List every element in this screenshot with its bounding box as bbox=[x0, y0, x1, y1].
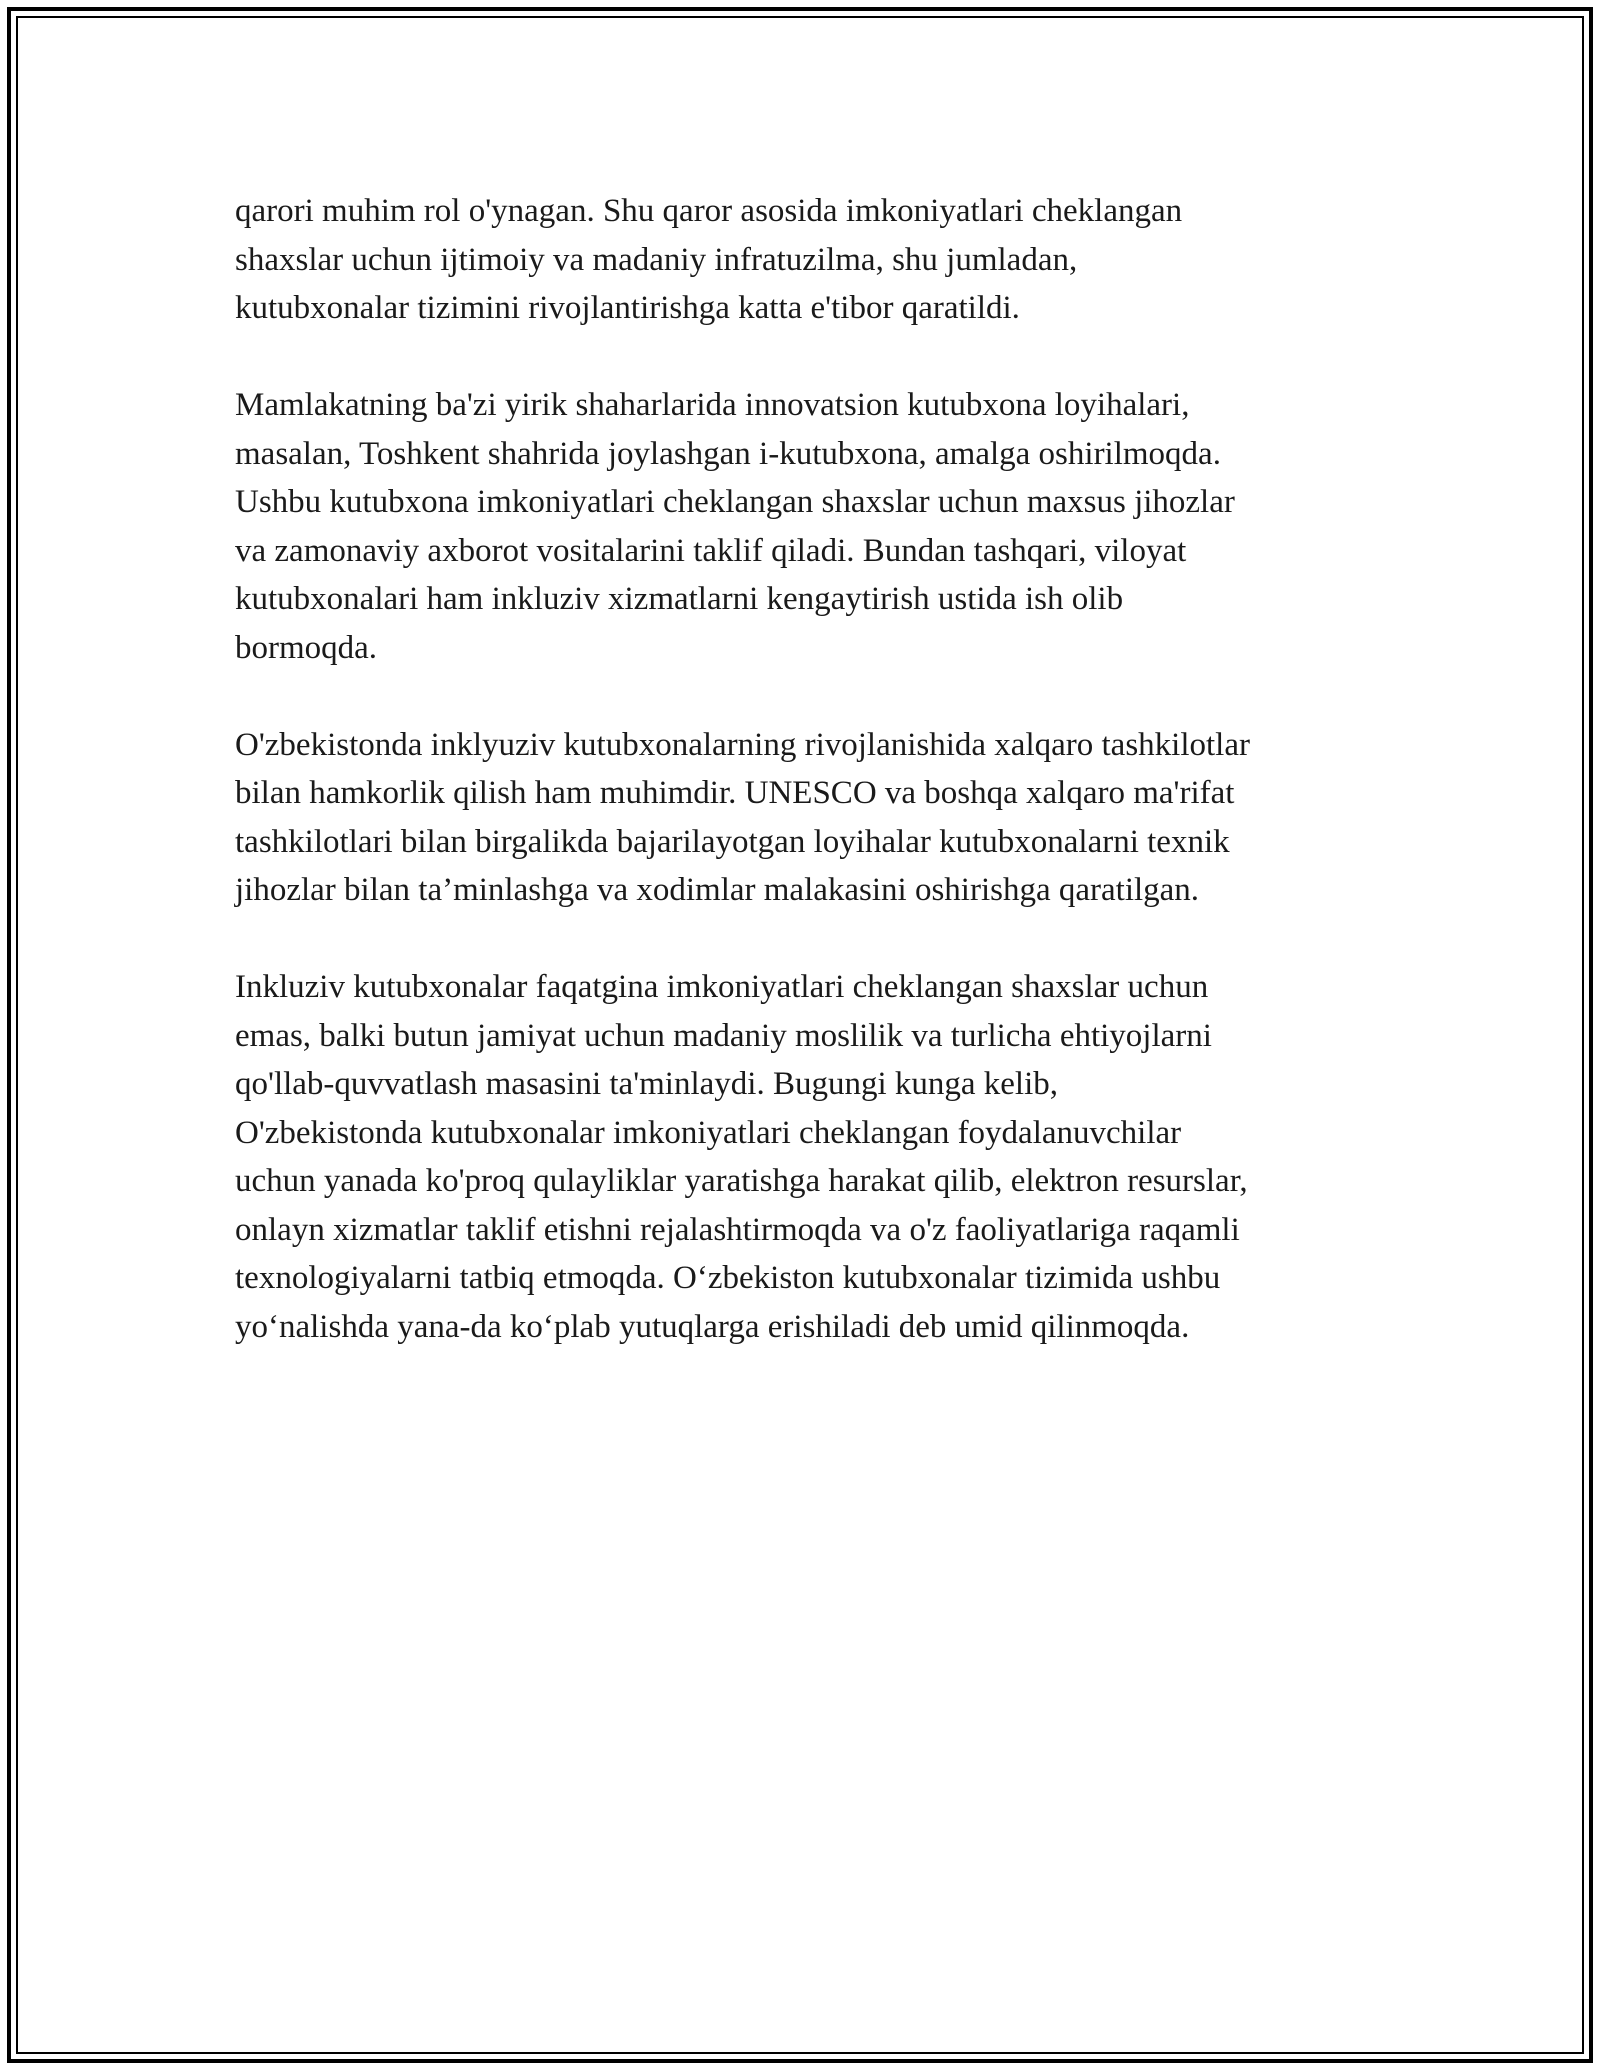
text-line: Inkluziv kutubxonalar faqatgina imkoniyatlari cheklangan shaxslar uchun bbox=[235, 969, 1209, 1005]
paragraph-1 bbox=[235, 187, 1385, 333]
paragraph-2 bbox=[235, 381, 1385, 672]
text-line: O'zbekistonda inklyuziv kutubxonalarning rivojlanishida xalqaro tashkilotlar bbox=[235, 726, 1250, 763]
text-line: O'zbekistonda kutubxonalar imkoniyatlari cheklangan foydalanuvchilar bbox=[235, 1114, 1182, 1151]
text-line: kutubxonalar tizimini rivojlantirishga katta e'tibor qaratildi. bbox=[235, 290, 1020, 326]
text-line: onlayn xizmatlar taklif etishni rejalashtirmoqda va o'z faoliyatlariga raqamli bbox=[235, 1211, 1240, 1248]
paragraph-3 bbox=[235, 721, 1385, 915]
paragraph-4 bbox=[235, 963, 1385, 1351]
text-line: va zamonaviy axborot vositalarini taklif qiladi. Bundan tashqari, viloyat bbox=[235, 532, 1187, 569]
text-line: masalan, Toshkent shahrida joylashgan i-kutubxona, amalga oshirilmoqda. bbox=[235, 435, 1221, 472]
text-line: Ushbu kutubxona imkoniyatlari cheklangan shaxslar uchun maxsus jihozlar bbox=[235, 484, 1235, 520]
body-text bbox=[235, 187, 1385, 1400]
text-line: tashkilotlari bilan birgalikda bajarilayotgan loyihalar kutubxonalarni texnik bbox=[235, 823, 1230, 860]
text-line: qarori muhim rol o'ynagan. Shu qaror asosida imkoniyatlari cheklangan bbox=[235, 193, 1183, 229]
text-line: bilan hamkorlik qilish ham muhimdir. UNESCO va boshqa xalqaro ma'rifat bbox=[235, 775, 1235, 811]
text-line: qo'llab-quvvatlash masasini ta'minlaydi. Bugungi kunga kelib, bbox=[235, 1066, 1059, 1102]
text-line: emas, balki butun jamiyat uchun madaniy moslilik va turlicha ehtiyojlarni bbox=[235, 1017, 1212, 1054]
text-line: kutubxonalari ham inkluziv xizmatlarni kengaytirish ustida ish olib bbox=[235, 581, 1124, 617]
text-line: bormoqda. bbox=[235, 629, 378, 666]
text-line: shaxslar uchun ijtimoiy va madaniy infratuzilma, shu jumladan, bbox=[235, 241, 1078, 278]
text-line: jihozlar bilan ta’minlashga va xodimlar malakasini oshirishga qaratilgan. bbox=[235, 872, 1200, 908]
text-line: yo‘nalishda yana-da ko‘plab yutuqlarga erishiladi deb umid qilinmoqda. bbox=[235, 1308, 1190, 1345]
text-line: uchun yanada ko'proq qulayliklar yaratishga harakat qilib, elektron resurslar, bbox=[235, 1163, 1248, 1199]
text-line: Mamlakatning ba'zi yirik shaharlarida innovatsion kutubxona loyihalari, bbox=[235, 387, 1190, 423]
text-line: texnologiyalarni tatbiq etmoqda. O‘zbekiston kutubxonalar tizimida ushbu bbox=[235, 1260, 1221, 1296]
